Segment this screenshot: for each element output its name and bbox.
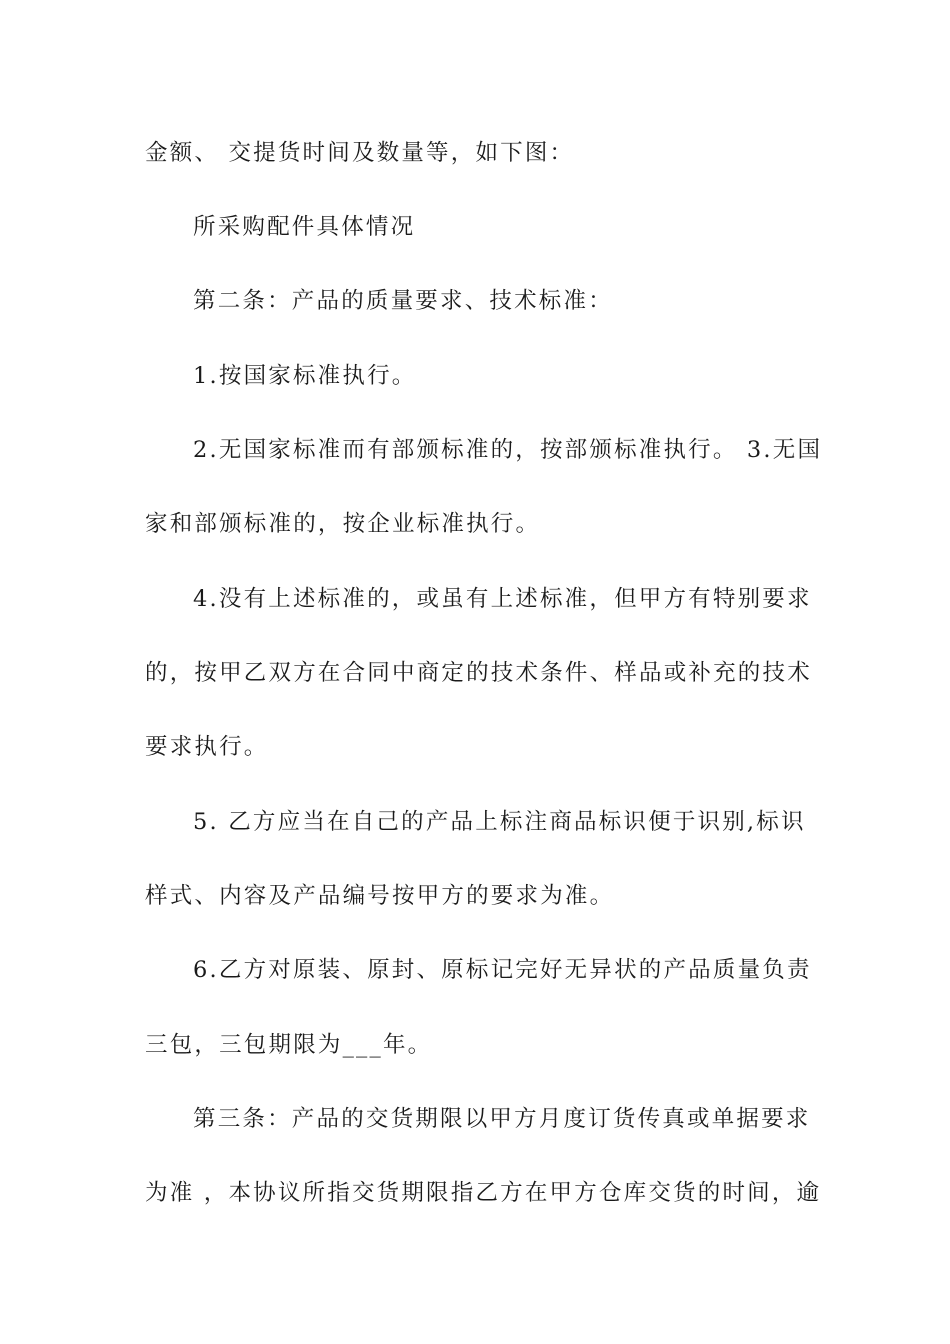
text-line: 金额、 交提货时间及数量等，如下图： xyxy=(145,140,575,166)
section-heading: 第三条：产品的交货期限以甲方月度订货传真或单据要求 xyxy=(193,1106,811,1132)
text-line: 三包，三包期限为___年。 xyxy=(145,1032,433,1058)
list-item: 1.按国家标准执行。 xyxy=(193,363,417,389)
text-line: 家和部颁标准的，按企业标准执行。 xyxy=(145,511,541,537)
list-item: 6.乙方对原装、原封、原标记完好无异状的产品质量负责 xyxy=(193,957,812,983)
list-item: 4.没有上述标准的，或虽有上述标准，但甲方有特别要求 xyxy=(193,586,812,612)
text-line: 的，按甲乙双方在合同中商定的技术条件、样品或补充的技术 xyxy=(145,660,812,686)
text-line: 样式、内容及产品编号按甲方的要求为准。 xyxy=(145,883,615,909)
text-line: 所采购配件具体情况 xyxy=(193,214,416,240)
section-heading: 第二条：产品的质量要求、技术标准： xyxy=(193,288,613,314)
text-line: 要求执行。 xyxy=(145,734,269,760)
text-line: 为准 ，本协议所指交货期限指乙方在甲方仓库交货的时间，逾 xyxy=(145,1180,822,1206)
list-item: 2.无国家标准而有部颁标准的，按部颁标准执行。 3.无国 xyxy=(193,437,823,463)
list-item: 5. 乙方应当在自己的产品上标注商品标识便于识别,标识 xyxy=(193,809,806,835)
